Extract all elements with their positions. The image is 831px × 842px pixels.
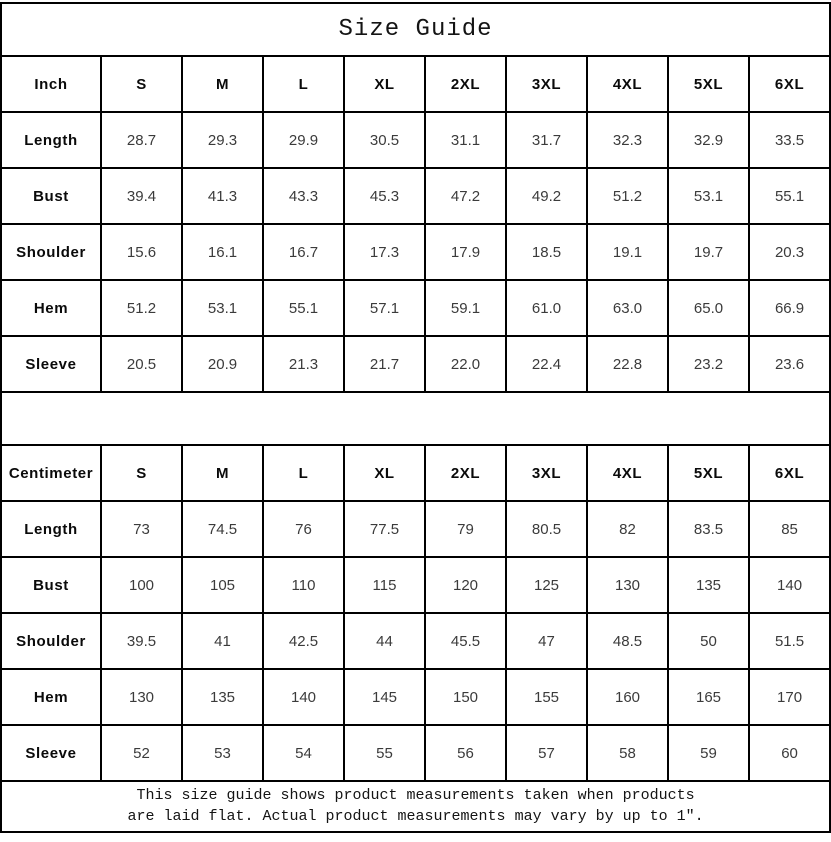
table-spacer-row	[1, 392, 830, 445]
measurement-label: Bust	[1, 557, 101, 613]
measurement-value: 41.3	[182, 168, 263, 224]
disclaimer-line-2: are laid flat. Actual product measurements may vary by up to 1″.	[127, 808, 704, 825]
measurement-value: 23.2	[668, 336, 749, 392]
measurement-value: 160	[587, 669, 668, 725]
disclaimer-line-1: This size guide shows product measurements taken when products	[136, 787, 695, 804]
measurement-value: 47.2	[425, 168, 506, 224]
measurement-value: 55.1	[263, 280, 344, 336]
disclaimer-row	[1, 781, 830, 832]
measurement-label: Bust	[1, 168, 101, 224]
unit-header-centimeter: Centimeter	[1, 445, 101, 501]
measurement-value: 50	[668, 613, 749, 669]
measurement-value: 41	[182, 613, 263, 669]
measurement-value: 17.3	[344, 224, 425, 280]
measurement-value: 32.3	[587, 112, 668, 168]
size-column-header: 5XL	[668, 56, 749, 112]
table-row	[1, 280, 830, 336]
measurement-value: 52	[101, 725, 182, 781]
table-row	[1, 336, 830, 392]
measurement-value: 57.1	[344, 280, 425, 336]
measurement-value: 77.5	[344, 501, 425, 557]
measurement-value: 83.5	[668, 501, 749, 557]
table-row	[1, 557, 830, 613]
table-row	[1, 168, 830, 224]
measurement-label: Hem	[1, 280, 101, 336]
measurement-value: 105	[182, 557, 263, 613]
measurement-value: 66.9	[749, 280, 830, 336]
measurement-value: 140	[263, 669, 344, 725]
measurement-value: 56	[425, 725, 506, 781]
measurement-value: 15.6	[101, 224, 182, 280]
measurement-value: 49.2	[506, 168, 587, 224]
measurement-value: 53.1	[668, 168, 749, 224]
measurement-value: 29.3	[182, 112, 263, 168]
size-column-header: 5XL	[668, 445, 749, 501]
measurement-value: 44	[344, 613, 425, 669]
measurement-value: 17.9	[425, 224, 506, 280]
measurement-value: 16.1	[182, 224, 263, 280]
size-guide-table	[0, 2, 831, 833]
measurement-label: Hem	[1, 669, 101, 725]
size-column-header: 4XL	[587, 445, 668, 501]
measurement-value: 170	[749, 669, 830, 725]
measurement-label: Shoulder	[1, 613, 101, 669]
size-column-header: 6XL	[749, 445, 830, 501]
measurement-label: Sleeve	[1, 725, 101, 781]
measurement-value: 57	[506, 725, 587, 781]
table-row	[1, 669, 830, 725]
measurement-value: 22.8	[587, 336, 668, 392]
table-row	[1, 613, 830, 669]
size-column-header: 3XL	[506, 56, 587, 112]
measurement-value: 61.0	[506, 280, 587, 336]
measurement-value: 30.5	[344, 112, 425, 168]
measurement-value: 53	[182, 725, 263, 781]
measurement-value: 120	[425, 557, 506, 613]
size-column-header: M	[182, 56, 263, 112]
measurement-label: Shoulder	[1, 224, 101, 280]
inch-header-row	[1, 56, 830, 112]
measurement-value: 28.7	[101, 112, 182, 168]
measurement-value: 165	[668, 669, 749, 725]
measurement-value: 60	[749, 725, 830, 781]
measurement-value: 31.1	[425, 112, 506, 168]
measurement-value: 130	[587, 557, 668, 613]
spacer-cell	[1, 392, 830, 445]
measurement-value: 85	[749, 501, 830, 557]
measurement-value: 125	[506, 557, 587, 613]
measurement-value: 48.5	[587, 613, 668, 669]
measurement-value: 135	[668, 557, 749, 613]
measurement-value: 16.7	[263, 224, 344, 280]
measurement-value: 32.9	[668, 112, 749, 168]
measurement-value: 33.5	[749, 112, 830, 168]
measurement-value: 43.3	[263, 168, 344, 224]
size-column-header: XL	[344, 445, 425, 501]
measurement-value: 42.5	[263, 613, 344, 669]
size-column-header: 3XL	[506, 445, 587, 501]
measurement-value: 65.0	[668, 280, 749, 336]
measurement-value: 20.9	[182, 336, 263, 392]
size-column-header: S	[101, 56, 182, 112]
measurement-value: 155	[506, 669, 587, 725]
size-column-header: L	[263, 445, 344, 501]
measurement-value: 51.2	[587, 168, 668, 224]
measurement-value: 21.3	[263, 336, 344, 392]
measurement-value: 23.6	[749, 336, 830, 392]
table-row	[1, 725, 830, 781]
measurement-value: 55.1	[749, 168, 830, 224]
size-column-header: S	[101, 445, 182, 501]
measurement-value: 51.2	[101, 280, 182, 336]
measurement-value: 47	[506, 613, 587, 669]
centimeter-header-row	[1, 445, 830, 501]
measurement-value: 55	[344, 725, 425, 781]
measurement-value: 19.1	[587, 224, 668, 280]
size-column-header: 2XL	[425, 56, 506, 112]
size-column-header: 4XL	[587, 56, 668, 112]
measurement-value: 22.4	[506, 336, 587, 392]
measurement-value: 21.7	[344, 336, 425, 392]
measurement-value: 110	[263, 557, 344, 613]
measurement-value: 82	[587, 501, 668, 557]
measurement-value: 135	[182, 669, 263, 725]
measurement-value: 73	[101, 501, 182, 557]
measurement-value: 140	[749, 557, 830, 613]
table-row	[1, 112, 830, 168]
size-column-header: XL	[344, 56, 425, 112]
measurement-value: 29.9	[263, 112, 344, 168]
measurement-value: 80.5	[506, 501, 587, 557]
measurement-value: 45.5	[425, 613, 506, 669]
measurement-value: 51.5	[749, 613, 830, 669]
measurement-value: 45.3	[344, 168, 425, 224]
measurement-value: 79	[425, 501, 506, 557]
size-column-header: L	[263, 56, 344, 112]
measurement-value: 115	[344, 557, 425, 613]
size-column-header: M	[182, 445, 263, 501]
measurement-value: 130	[101, 669, 182, 725]
unit-header-inch: Inch	[1, 56, 101, 112]
measurement-value: 39.4	[101, 168, 182, 224]
measurement-value: 59	[668, 725, 749, 781]
measurement-value: 18.5	[506, 224, 587, 280]
size-column-header: 6XL	[749, 56, 830, 112]
measurement-value: 20.5	[101, 336, 182, 392]
measurement-value: 59.1	[425, 280, 506, 336]
measurement-label: Length	[1, 501, 101, 557]
page-title: Size Guide	[1, 3, 830, 56]
measurement-value: 19.7	[668, 224, 749, 280]
measurement-value: 63.0	[587, 280, 668, 336]
measurement-value: 20.3	[749, 224, 830, 280]
measurement-value: 53.1	[182, 280, 263, 336]
measurement-value: 31.7	[506, 112, 587, 168]
table-row	[1, 224, 830, 280]
measurement-value: 39.5	[101, 613, 182, 669]
measurement-value: 145	[344, 669, 425, 725]
measurement-value: 74.5	[182, 501, 263, 557]
measurement-value: 58	[587, 725, 668, 781]
measurement-label: Sleeve	[1, 336, 101, 392]
measurement-value: 150	[425, 669, 506, 725]
measurement-value: 22.0	[425, 336, 506, 392]
measurement-value: 76	[263, 501, 344, 557]
table-row	[1, 501, 830, 557]
measurement-label: Length	[1, 112, 101, 168]
measurement-value: 54	[263, 725, 344, 781]
size-guide-disclaimer	[1, 781, 830, 832]
measurement-value: 100	[101, 557, 182, 613]
size-column-header: 2XL	[425, 445, 506, 501]
